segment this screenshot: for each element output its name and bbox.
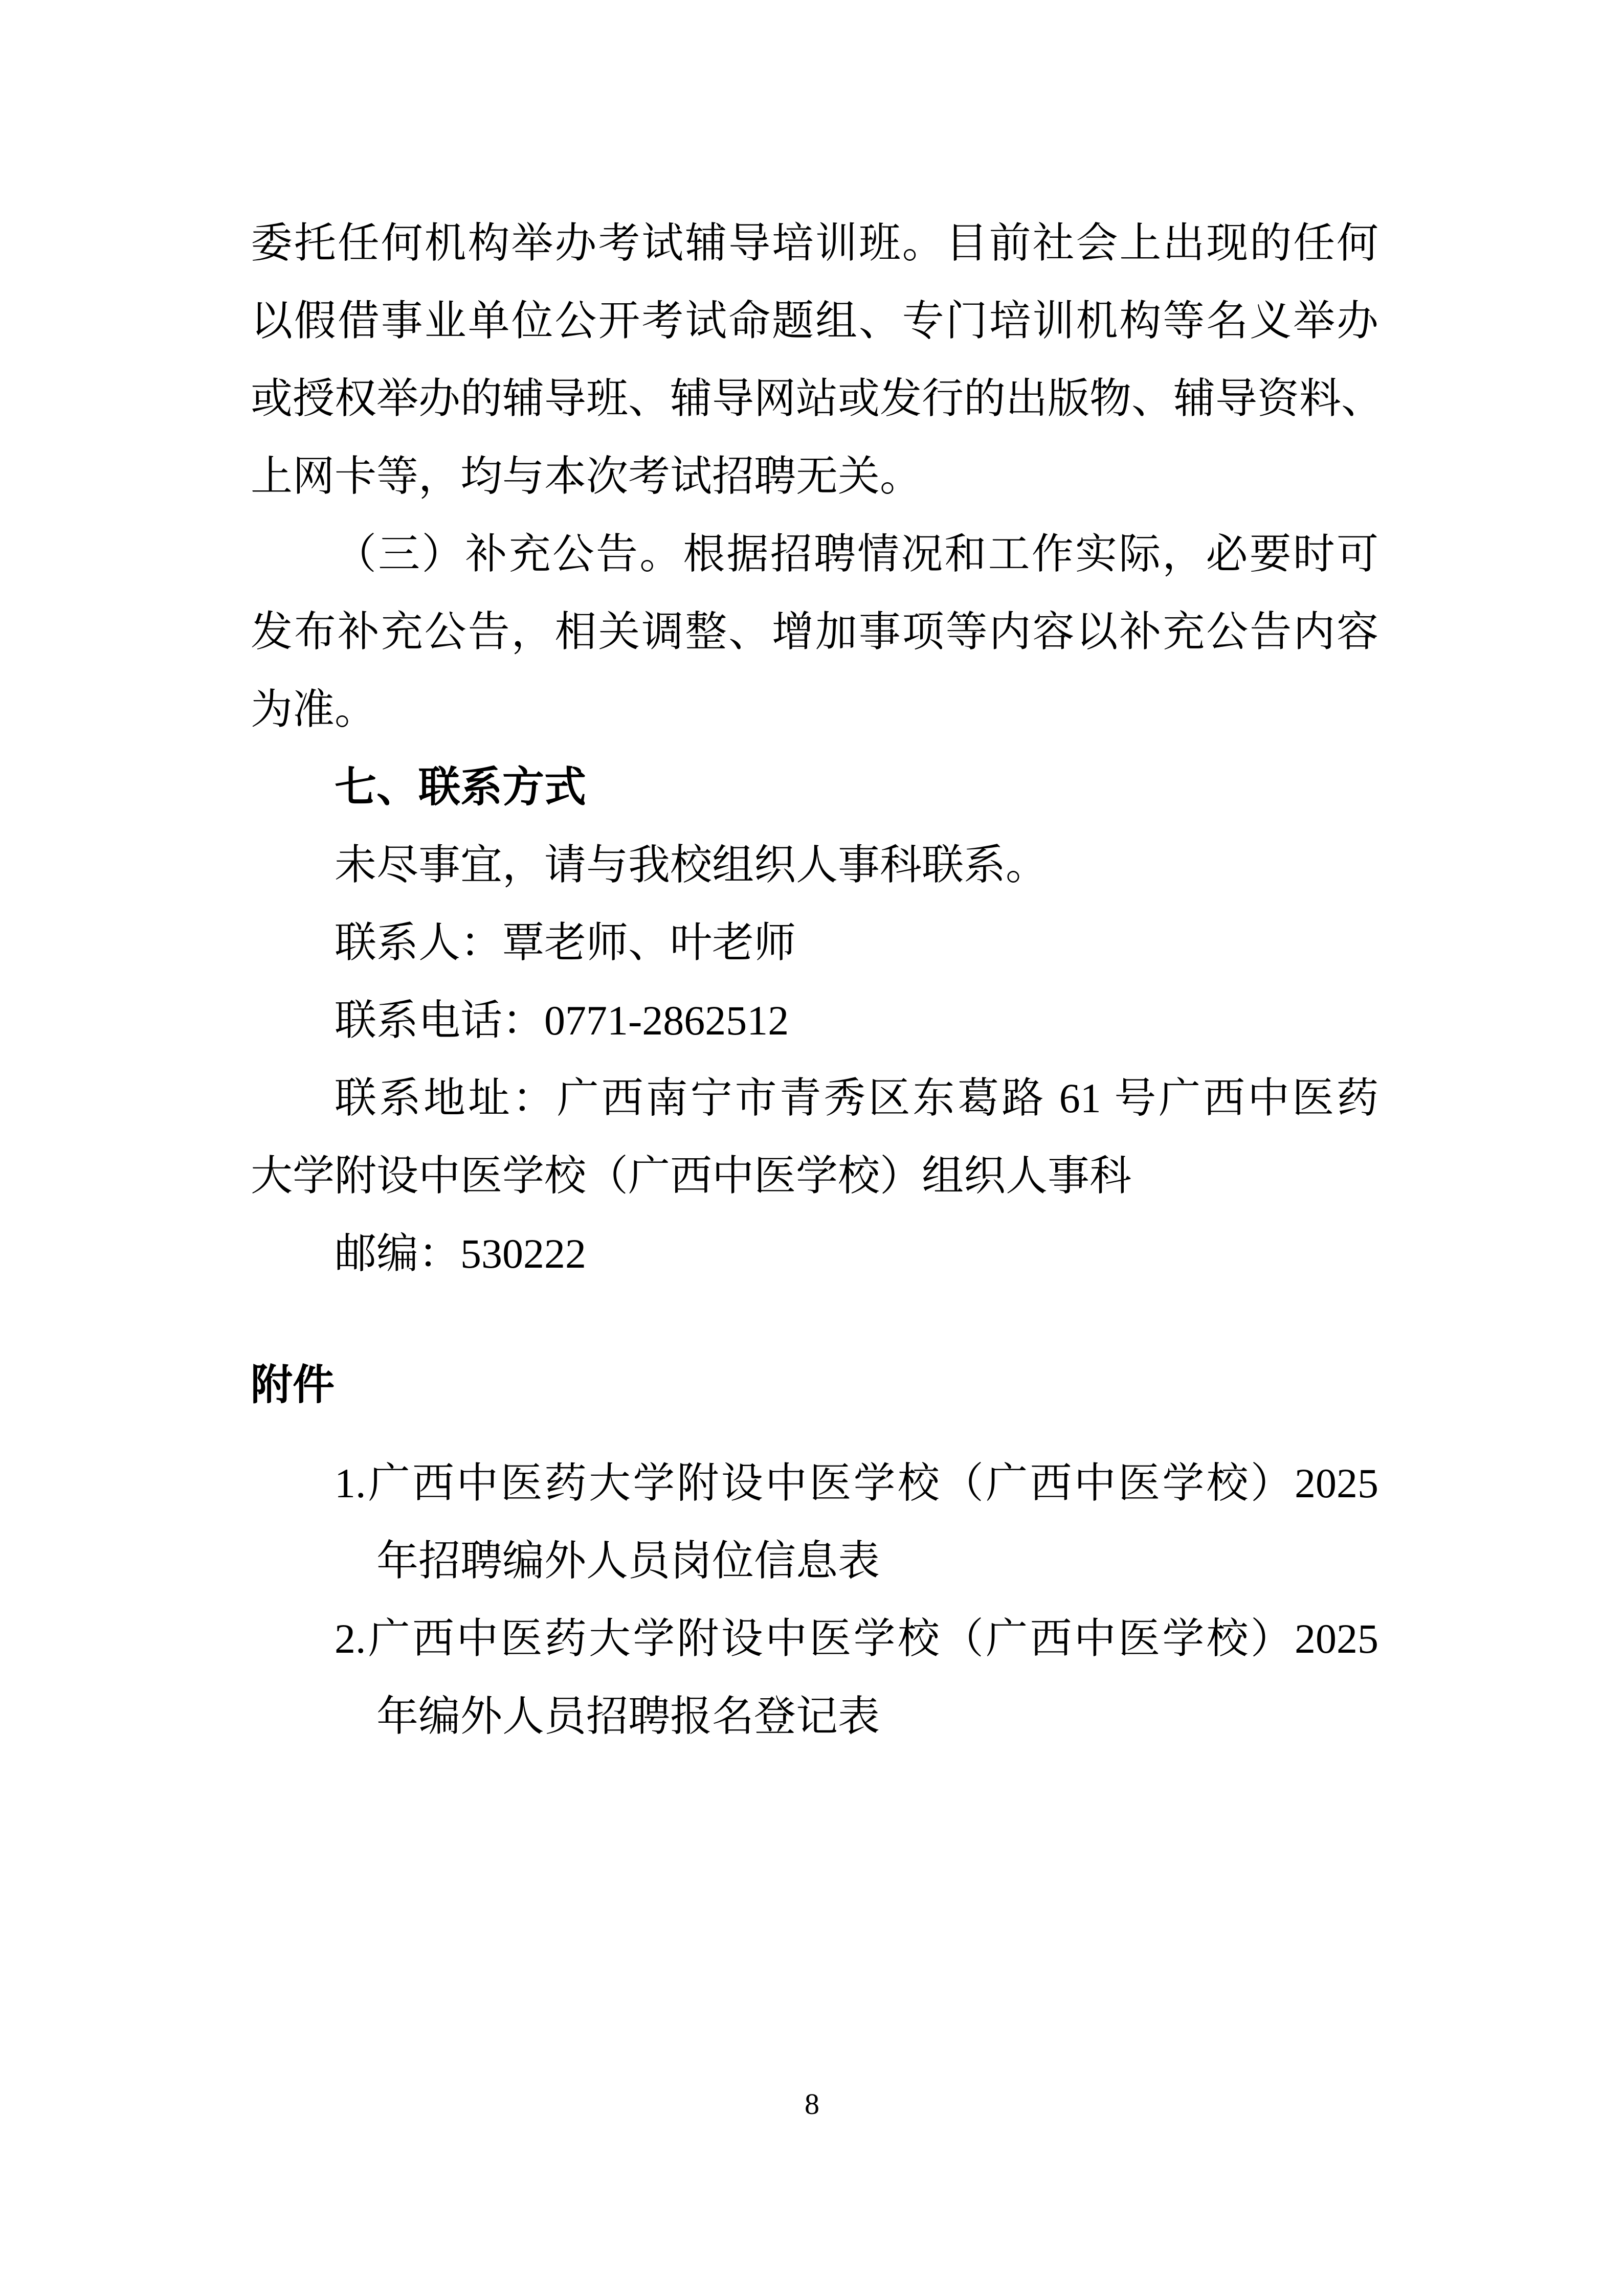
contact-address-line: 联系地址：广西南宁市青秀区东葛路 61 号广西中医药 [335,1075,1378,1121]
postal-code-line: 邮编：530222 [335,1230,587,1277]
section-heading-contact: 七、联系方式 [335,764,587,811]
attachment-item-line: 年招聘编外人员岗位信息表 [376,1538,880,1584]
contact-person-line: 联系人：覃老师、叶老师 [335,919,796,966]
contact-phone-line: 联系电话：0771-2862512 [335,997,789,1044]
document-body [251,205,1384,1755]
para-line: 为准。 [251,686,377,733]
attachment-item-line: 年编外人员招聘报名登记表 [376,1693,880,1740]
attachment-item-line: 1.广西中医药大学附设中医学校（广西中医学校）2025 [335,1460,1378,1506]
attachments-heading: 附件 [251,1362,335,1408]
attachment-item-line: 2.广西中医药大学附设中医学校（广西中医学校）2025 [335,1615,1378,1662]
page-number: 8 [805,2087,819,2121]
para-line: 发布补充公告，相关调整、增加事项等内容以补充公告内容 [251,609,1378,655]
para-line: （三）补充公告。根据招聘情况和工作实际，必要时可 [335,531,1378,577]
para-line: 或授权举办的辅导班、辅导网站或发行的出版物、辅导资料、 [251,375,1384,422]
para-line: 上网卡等，均与本次考试招聘无关。 [251,453,922,500]
para-line: 以假借事业单位公开考试命题组、专门培训机构等名义举办 [251,298,1378,344]
contact-address-line: 大学附设中医学校（广西中医学校）组织人事科 [251,1153,1132,1199]
para-line: 委托任何机构举办考试辅导培训班。目前社会上出现的任何 [251,220,1378,266]
contact-intro-line: 未尽事宜，请与我校组织人事科联系。 [335,842,1048,888]
